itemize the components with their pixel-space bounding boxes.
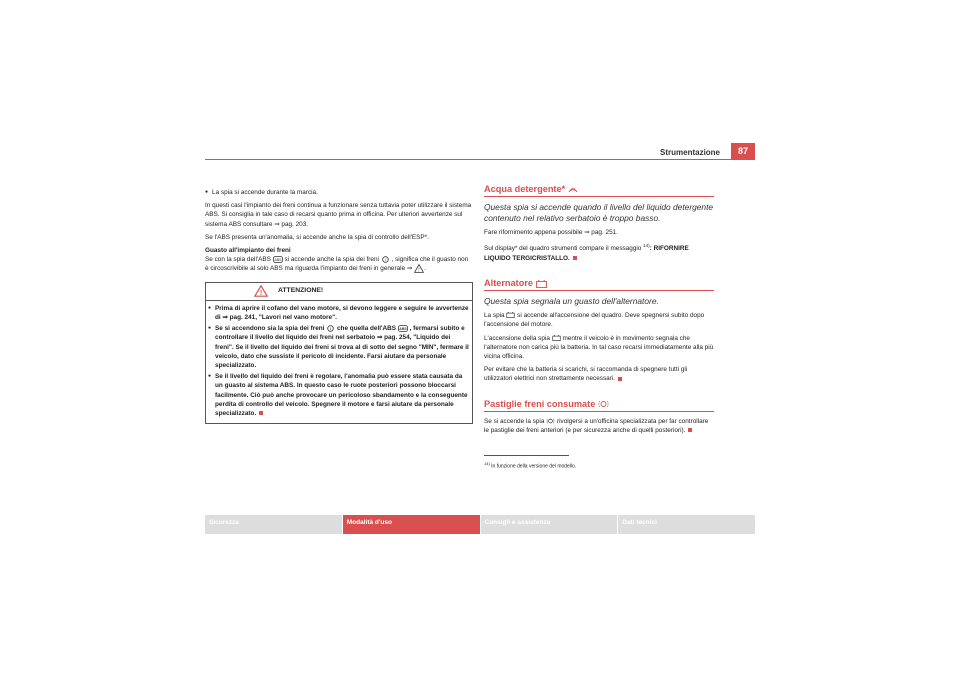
- paragraph: Se con la spia dell'ABS ABS si accende anche la spia dei freni ! , significa che il guasto non è circoscrivibile al solo ABS ma riguarda l'impianto dei freni in generale ⇒ ! .: [205, 256, 469, 274]
- brake-warning-icon: [326, 325, 335, 332]
- end-marker-icon: [618, 377, 622, 381]
- footer-nav: [205, 515, 755, 534]
- end-marker-icon: [688, 428, 692, 432]
- right-column: [484, 185, 714, 472]
- tab-modalita-uso[interactable]: Modalità d'uso: [343, 515, 480, 534]
- paragraph: Sul display* del quadro strumenti compare il messaggio $^{14)}$: RIFORNIRE LIQUIDO TERGICRISTALLO.: [484, 243, 689, 262]
- warning-bullet: ● Prima di aprire il cofano del vano motore, si devono leggere e seguire le avvertenze di ⇒ pag. 241, "Lavori nel vano motore".: [208, 304, 469, 322]
- tab-sicurezza[interactable]: Sicurezza: [205, 515, 342, 534]
- svg-text:!: !: [330, 326, 332, 332]
- end-marker-icon: [259, 411, 263, 415]
- page-number: 87: [731, 143, 755, 160]
- svg-text:!: !: [418, 268, 420, 274]
- warning-bullet: ● Se il livello del liquido dei freni è regolare, l'anomalia può essere stata causata da un guasto al sistema ABS. In questo caso le ruote posteriori possono bloccarsi facilmente. Ciò può anche provocare un pericoloso sbandamento e la conseguente perdita di controllo del veicolo. Spegnere il motore e farsi aiutare da personale specializzato.: [208, 373, 468, 418]
- svg-text:!: !: [384, 257, 386, 263]
- warning-triangle-icon: [254, 285, 268, 297]
- header-divider: [205, 159, 755, 160]
- bullet-dot-icon: ●: [205, 189, 209, 195]
- svg-text:!: !: [259, 289, 263, 297]
- end-marker-icon: [573, 256, 577, 260]
- abs-warning-icon: [273, 256, 283, 263]
- washer-fluid-icon: [568, 186, 578, 194]
- footnote-divider: [484, 455, 569, 456]
- section-title-brake-pads: Pastiglie freni consumate: [484, 400, 714, 412]
- footnote-ref: 14): [643, 243, 650, 249]
- paragraph: Se l'ABS presenta un'anomalia, si accende anche la spia di controllo dell'ESP*.: [205, 233, 429, 241]
- bullet-item: ● La spia si accende durante la marcia.: [205, 189, 318, 196]
- brake-pad-icon: [546, 418, 555, 424]
- paragraph: La spia si accende all'accensione del quadro. Deve spegnersi subito dopo l'accensione del motore.: [484, 312, 705, 329]
- warning-bullet: ● Se si accendono sia la spia dei freni ! che quella dell'ABS ABS , fermarsi subito e controllare il livello del liquido dei freni nel serbatoio ⇒ pag. 254, "Liquido dei freni". Se il livello del liquido dei freni si trova al di sotto del segno "MIN", fermare il veicolo, dato che sussiste il pericolo di incidente. Farsi aiutare da personale specializzato.: [208, 325, 469, 370]
- paragraph: In questi casi l'impianto dei freni continua a funzionare senza tuttavia poter utilizzare il sistema ABS. Si consiglia in tale caso di recarsi quanto prima in officina. Per ulteriori avvertenze sul sistema ABS consultare ⇒ pag. 203.: [205, 202, 472, 228]
- paragraph: L'accensione della spia mentre il veicolo è in movimento segnala che l'alternatore non carica più la batteria. In tal caso recarsi immediatamente alla più vicina officina.: [484, 334, 714, 360]
- paragraph: Se si accende la spia rivolgersi a un'officina specializzata per far controllare le pastiglie dei freni anteriori (e per sicurezza anche di quelli posteriori).: [484, 417, 709, 434]
- left-column: [205, 188, 473, 424]
- battery-icon: [552, 335, 561, 341]
- tab-consigli-assistenza[interactable]: Consigli e assistenza: [481, 515, 618, 534]
- tab-dati-tecnici[interactable]: Dati tecnici: [618, 515, 755, 534]
- svg-text:ABS: ABS: [274, 258, 282, 263]
- paragraph: Fare rifornimento appena possibile ⇒ pag. 251.: [484, 229, 618, 237]
- paragraph: Per evitare che la batteria si scarichi, si raccomanda di spegnere tutti gli utilizzatori elettrici non strettamente necessari.: [484, 366, 688, 383]
- abs-warning-icon: [398, 325, 408, 332]
- bullet-dot-icon: ●: [208, 373, 212, 380]
- bullet-dot-icon: ●: [208, 325, 212, 332]
- section-subtitle: Questa spia segnala un guasto dell'alternatore.: [484, 296, 659, 307]
- svg-text:ABS: ABS: [399, 327, 407, 332]
- section-title-alternator: Alternatore: [484, 279, 714, 291]
- bullet-dot-icon: ●: [208, 304, 212, 311]
- brake-warning-icon: [381, 256, 390, 263]
- brake-pad-icon: [598, 400, 609, 408]
- battery-icon: [536, 280, 547, 288]
- section-subtitle: Questa spia si accende quando il livello del liquido detergente contenuto nel relativo serbatoio è troppo basso.: [484, 202, 714, 224]
- section-title-washer: Acqua detergente*: [484, 185, 714, 197]
- footnote: $^{14)}$ In funzione della versione del modello.: [484, 461, 577, 470]
- subheading: Guasto all'impianto dei freni: [205, 247, 291, 255]
- warning-title: ATTENZIONE!: [278, 287, 324, 295]
- warning-triangle-icon: [414, 264, 424, 273]
- page-header-title: Strumentazione: [660, 148, 721, 157]
- battery-icon: [506, 312, 515, 318]
- warning-header: [206, 283, 472, 301]
- warning-box: [205, 282, 473, 424]
